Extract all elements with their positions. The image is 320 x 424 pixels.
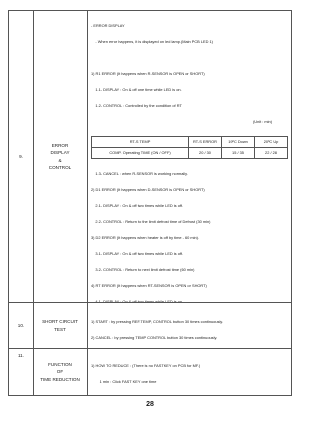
- row-title: [33, 11, 88, 302]
- content-line: 1.1- DISPLAY : On & off one time while LED is on.: [91, 86, 182, 92]
- row-title-line: TEST: [54, 326, 66, 332]
- table-cell: 19ºC Down: [222, 136, 255, 147]
- content-line: 4.1- DISPLAY : On & off two times while LED is on.: [91, 298, 184, 302]
- content-line: 1) HOW TO REDUCE : (There is no FASTKEY on PCB for MF.): [91, 362, 201, 368]
- content-line: 1.2- CONTROL : Controlled by the condition of RT: [91, 102, 182, 108]
- row-title-line: FUNCTION: [48, 362, 72, 368]
- table-cell: RT-S ERROR: [189, 136, 222, 147]
- table-row-time-reduction: [8, 348, 292, 396]
- table-cell: COMP. Operating TIME (ON / OFF): [92, 147, 189, 158]
- row-title-line: TIME REDUCTION: [40, 376, 80, 382]
- content-line: 3) D2 ERROR (It happens when heater is off by time - 60 min).: [91, 234, 200, 240]
- row-title-line: DISPLAY: [50, 150, 70, 156]
- row-content: [88, 11, 291, 302]
- table-header-row: [92, 136, 288, 147]
- row-number: 10.: [9, 303, 34, 348]
- content-line: 2) CANCEL : by pressing TEMP CONTROL button 30 times continuously.: [91, 334, 218, 340]
- table-cell: 15 / 35: [222, 147, 255, 158]
- page-number: 28: [146, 401, 154, 408]
- comp-time-table: [91, 136, 288, 159]
- content-line: 4) RT ERROR (It happens when RT-SENSOR is OPEN or SHORT): [91, 282, 207, 288]
- row-content: [88, 303, 291, 348]
- table-data-row: [92, 147, 288, 158]
- row-title: [33, 303, 88, 348]
- spec-table: [8, 10, 292, 396]
- table-row-error-display: [8, 10, 292, 302]
- content-line: - When error happens, it is displayed on led lamp.(Main PCB LED 1): [91, 38, 213, 44]
- content-line: [91, 55, 288, 60]
- row-number: 11.: [9, 349, 34, 395]
- table-row-short-circuit-test: [8, 302, 292, 348]
- content-line: 3.2- CONTROL : Return to next limit defrost time (60 min): [91, 266, 195, 272]
- row-title-line: ERROR: [51, 143, 69, 149]
- row-title-line: CONTROL: [48, 164, 72, 170]
- table-cell: 20ºC Up: [255, 136, 288, 147]
- row-title: [33, 349, 88, 395]
- row-title-line: &: [58, 157, 62, 163]
- content-line: 1) R1 ERROR (It happens when R-SENSOR is OPEN or SHORT): [91, 70, 205, 76]
- table-cell: 20 / 30: [189, 147, 222, 158]
- table-cell: RT-S TEMP: [92, 136, 189, 147]
- row-title-line: SHORT CIRCUIT: [42, 319, 78, 325]
- content-line: 2.1- DISPLAY : On & off two times while LED is off.: [91, 202, 184, 208]
- content-line: 3.1- DISPLAY : On & off two times while LED is off.: [91, 250, 184, 256]
- row-number: 9.: [9, 11, 34, 302]
- row-content: [88, 349, 291, 395]
- content-line: 1 min : Click FAST KEY one time: [91, 378, 157, 384]
- content-line: 1) START : by pressing REF.TEMP, CONTROL button 30 times continuously.: [91, 318, 224, 324]
- table-cell: 22 / 28: [255, 147, 288, 158]
- content-line: - ERROR DISPLAY: [91, 22, 125, 28]
- row-title-line: OF: [56, 369, 64, 375]
- content-line: 1.3- CANCEL : when R-SENSOR is working normally.: [91, 170, 188, 176]
- content-line: 2.2- CONTROL : Return to the limit defrost time of Defrost (30 min): [91, 218, 211, 224]
- unit-label: (Unit : min): [252, 118, 272, 124]
- content-line: 2) D1 ERROR (It happens when D-SENSOR is OPEN or SHORT): [91, 186, 205, 192]
